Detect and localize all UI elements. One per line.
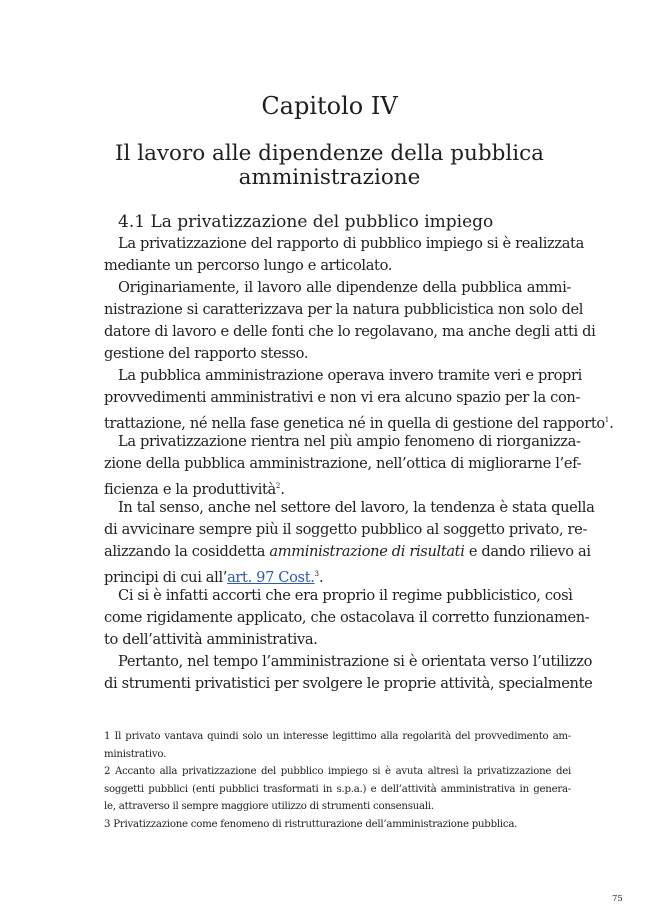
body-line: Pertanto, nel tempo l’amministrazione si è orientata verso l’utilizzo [118,653,593,670]
body-line: di avvicinare sempre più il soggetto pubblico al soggetto privato, re- [104,521,588,538]
body-line: provvedimenti amministrativi e non vi era alcuno spazio per la con- [104,389,581,406]
section-heading: 4.1 La privatizzazione del pubblico impiego [118,212,494,232]
footnote-ref[interactable]: 3 [314,570,319,578]
chapter-title-line: amministrazione [238,165,421,190]
cost-article-link[interactable]: art. 97 Cost. [227,569,315,586]
body-line: La privatizzazione del rapporto di pubblico impiego si è realizzata [118,235,584,252]
footnotes [104,728,571,833]
body-line-text: alizzando la cosiddetta [104,543,266,560]
body-line-text: trattazione, né nella fase genetica né in quella di gestione del rapporto [104,415,605,432]
body-line: come rigidamente applicato, che ostacolava il corretto funzionamen- [104,609,590,626]
body-line-text: ficienza e la produttività [104,481,276,498]
footnote-line: soggetti pubblici (enti pubblici trasformati in s.p.a.) e dell’attività amministrativa in genera- [104,783,571,795]
body-line: zione della pubblica amministrazione, nell’ottica di migliorarne l’ef- [104,455,582,472]
body-line: trattazione, né nella fase genetica né in quella di gestione del rapporto$^1$. [104,415,614,432]
footnote-line: 3 Privatizzazione come fenomeno di ristrutturazione dell’amministrazione pubblica. [104,818,518,830]
body-line-text: principi di cui all’ [104,569,228,586]
body-line: La privatizzazione rientra nel più ampio fenomeno di riorganizza- [118,433,581,450]
footnote-line: ministrativo. [104,748,167,760]
body-line-text: e dando rilievo ai [468,543,591,560]
body-line: mediante un percorso lungo e articolato. [104,257,393,274]
body-line: nistrazione si caratterizzava per la natura pubblicistica non solo del [104,301,584,318]
body-line: Originariamente, il lavoro alle dipendenze della pubblica ammi- [118,279,571,296]
body-line: di strumenti privatistici per svolgere le proprie attività, specialmente [104,675,593,692]
chapter-title-line: Il lavoro alle dipendenze della pubblica [114,141,544,166]
footnote-ref[interactable]: 2 [275,482,281,490]
page-number: 75 [612,894,623,904]
emphasized-term: amministrazione di risultati [269,543,465,560]
body-line: Ci si è infatti accorti che era proprio il regime pubblicistico, così [118,587,573,604]
footnote-line: 1 Il privato vantava quindi solo un interesse legittimo alla regolarità del provvedimento am- [104,731,571,742]
chapter-title [60,142,599,190]
body-line: ficienza e la produttività$^2$. [104,481,285,498]
body-line: La pubblica amministrazione operava invero tramite veri e propri [118,367,582,384]
footnote-ref[interactable]: 1 [604,416,610,424]
body-line: to dell’attività amministrativa. [104,631,318,648]
chapter-heading: Capitolo IV [261,92,398,120]
body-line: gestione del rapporto stesso. [104,345,309,362]
body-line: principi di cui all’art. 97 Cost.$^3$. [104,569,324,586]
body-text [104,233,614,695]
body-line: In tal senso, anche nel settore del lavoro, la tendenza è stata quella [118,499,595,516]
body-line: datore di lavoro e delle fonti che lo regolavano, ma anche degli atti di [104,323,596,340]
body-line [104,541,591,563]
footnote-line: le, attraverso il sempre maggiore utilizzo di strumenti consensuali. [104,801,434,812]
footnote-line: 2 Accanto alla privatizzazione del pubblico impiego si è avuta altresì la privatizzazione dei [104,766,571,777]
